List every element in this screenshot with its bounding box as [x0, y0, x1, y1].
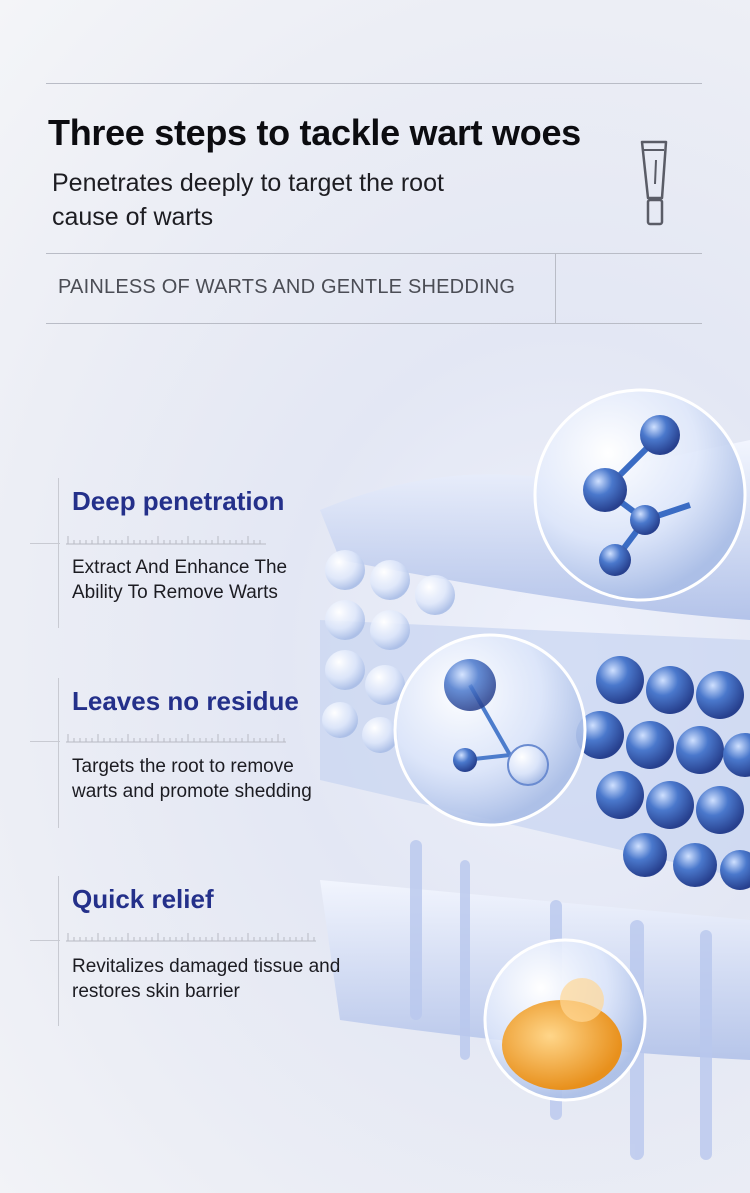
feature-description: Revitalizes damaged tissue and restores skin barrier	[72, 956, 341, 1002]
feature-item	[30, 478, 350, 630]
feature-title: Leaves no residue	[72, 686, 299, 716]
band-bottom-divider	[46, 323, 702, 324]
feature-item	[30, 876, 350, 1028]
band-separator	[555, 253, 556, 324]
feature-description: Targets the root to remove warts and promote shedding	[72, 756, 312, 802]
feature-item	[30, 678, 350, 830]
page-title: Three steps to tackle wart woes	[48, 112, 581, 153]
band-top-divider	[46, 253, 702, 254]
feature-vertical-line	[58, 876, 59, 1026]
ruler-decoration	[66, 732, 286, 746]
cream-tube-icon	[632, 136, 678, 230]
feature-horizontal-line	[30, 741, 60, 742]
ruler-decoration	[66, 534, 266, 548]
feature-description: Extract And Enhance The Ability To Remove Warts	[72, 557, 288, 603]
feature-vertical-line	[58, 678, 59, 828]
tagline: PAINLESS OF WARTS AND GENTLE SHEDDING	[58, 276, 516, 298]
feature-title: Quick relief	[72, 884, 214, 914]
feature-vertical-line	[58, 478, 59, 628]
feature-horizontal-line	[30, 940, 60, 941]
feature-title: Deep penetration	[72, 486, 285, 516]
top-divider	[46, 83, 702, 84]
ruler-decoration	[66, 931, 316, 945]
page-subtitle: Penetrates deeply to target the root cause of warts	[52, 169, 444, 231]
feature-horizontal-line	[30, 543, 60, 544]
skin-layer-illustration	[300, 360, 750, 1193]
